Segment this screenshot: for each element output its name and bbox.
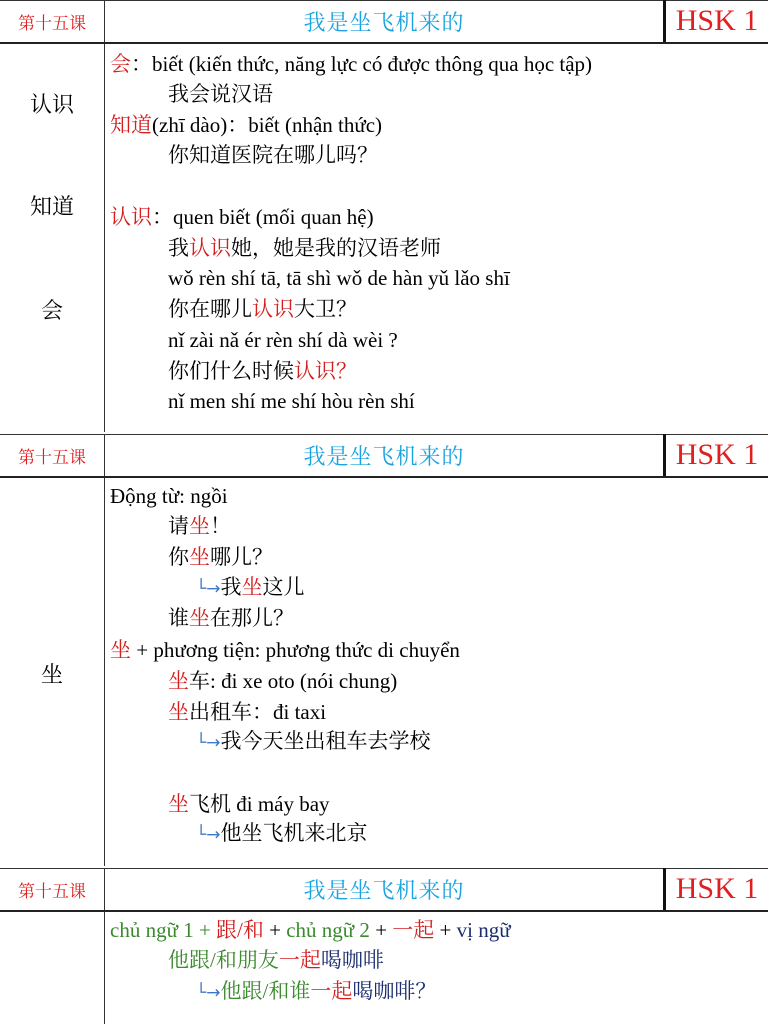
lesson-title: 我是坐飞机来的 [303,878,465,904]
arrow-icon: └→ [196,733,221,753]
definition-line: 坐 + phương tiện: phương thức di chuyển [110,638,460,662]
lesson-number: 第十五课 [18,447,86,468]
example-line: 谁坐在那儿？ [168,606,294,630]
divider [104,0,105,44]
example-line: 我会说汉语 [168,82,273,106]
example-line: 你坐哪儿？ [168,545,273,569]
example-line: 你们什么时候认识？ [168,359,357,383]
hsk-level: HSK 1 [675,872,759,905]
definition-line: Động từ: ngồi [110,484,228,508]
example-line: 坐飞机 đi máy bay [168,792,330,816]
example-line: 请坐！ [168,514,231,538]
arrow-icon: └→ [196,579,221,599]
answer-line: └→我今天坐出租车去学校 [196,729,431,753]
definition-line: 会：biết (kiến thức, năng lực có được thông qua học tập) [110,52,593,76]
pinyin-line: wǒ rèn shí tā, tā shì wǒ de hàn yǔ lǎo shī [168,266,510,290]
pinyin-line: nǐ zài nǎ ér rèn shí dà wèi ? [168,328,398,352]
hsk-level: HSK 1 [675,438,759,471]
lesson-title: 我是坐飞机来的 [303,444,465,470]
pinyin-line: nǐ men shí me shí hòu rèn shí [168,389,415,413]
answer-line: └→我坐这儿 [196,575,305,599]
example-line: 坐出租车：đi taxi [168,700,327,724]
vocab-section-1 [0,44,768,432]
vocab-word: 坐 [40,663,63,688]
hsk-level: HSK 1 [675,4,759,37]
arrow-icon: └→ [196,825,221,845]
lesson-header-1 [0,0,768,44]
lesson-title: 我是坐飞机来的 [303,10,465,36]
lesson-header-3 [0,868,768,912]
divider [104,434,105,478]
example-line: 你在哪儿认识大卫？ [168,297,357,321]
lesson-number: 第十五课 [18,881,86,902]
divider [104,912,105,1024]
lesson-number: 第十五课 [18,13,86,34]
example-line: 坐车: đi xe oto (nói chung) [168,669,398,693]
definition-line: 认识：quen biết (mối quan hệ) [110,205,374,229]
definition-line: 知道(zhī dào)：biết (nhận thức) [110,113,383,137]
grammar-section [0,912,768,1024]
vocab-word: 会 [40,299,63,324]
divider [104,868,105,912]
grammar-formula: chủ ngữ 1 + 跟/和 + chủ ngữ 2 + 一起 + vị ngữ [110,918,511,942]
divider [104,44,105,432]
example-line: 他跟/和朋友一起喝咖啡 [168,948,384,972]
answer-line: └→他跟/和谁一起喝咖啡？ [196,979,437,1003]
arrow-icon: └→ [196,983,221,1003]
divider [104,478,105,866]
lesson-header-2 [0,434,768,478]
answer-line: └→他坐飞机来北京 [196,821,368,845]
example-line: 你知道医院在哪儿吗？ [168,143,378,167]
vocab-section-2 [0,478,768,866]
vocab-word: 认识 [29,93,74,118]
example-line: 我认识她，她是我的汉语老师 [168,236,441,260]
vocab-word: 知道 [29,195,74,220]
